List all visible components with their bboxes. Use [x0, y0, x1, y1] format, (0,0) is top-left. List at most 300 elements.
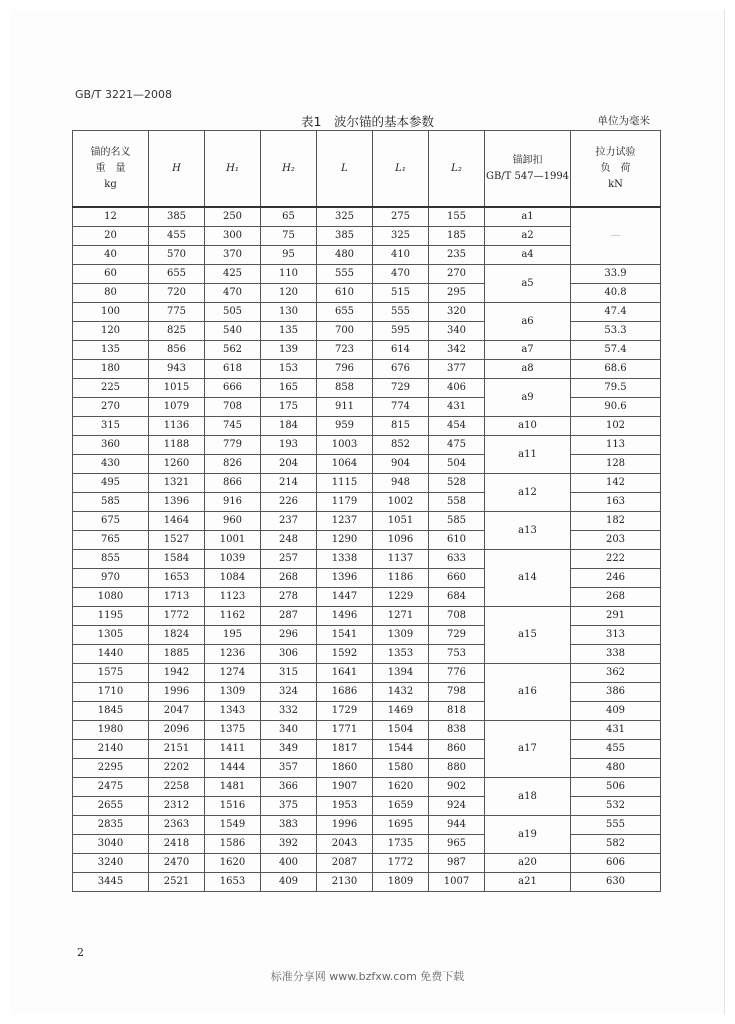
table-cell: 666	[205, 379, 261, 398]
table-cell: 1440	[73, 645, 149, 664]
table-cell: 723	[317, 341, 373, 360]
table-cell: 1885	[149, 645, 205, 664]
table-cell: 1653	[149, 569, 205, 588]
load-cell: 163	[571, 493, 661, 512]
load-cell: 386	[571, 683, 661, 702]
load-cell: 630	[571, 873, 661, 892]
load-cell: 222	[571, 550, 661, 569]
table-cell: 1096	[373, 531, 429, 550]
table-row	[73, 778, 661, 797]
table-cell: 720	[149, 284, 205, 303]
table-cell: 1953	[317, 797, 373, 816]
shackle-cell: a9	[485, 379, 571, 417]
table-cell: 1729	[317, 702, 373, 721]
table-cell: 1824	[149, 626, 205, 645]
table-cell: 400	[261, 854, 317, 873]
table-cell: 1686	[317, 683, 373, 702]
table-row	[73, 284, 661, 303]
table-cell: 729	[373, 379, 429, 398]
table-row	[73, 835, 661, 854]
shackle-cell: a17	[485, 721, 571, 778]
table-cell: 595	[373, 322, 429, 341]
table-cell: 20	[73, 227, 149, 246]
table-cell: 2470	[149, 854, 205, 873]
table-cell: 798	[429, 683, 485, 702]
load-cell: 409	[571, 702, 661, 721]
shackle-cell: a16	[485, 664, 571, 721]
table-cell: 1809	[373, 873, 429, 892]
shackle-cell: a20	[485, 854, 571, 873]
footer-watermark: 标准分享网 www.bzfxw.com 免费下载	[270, 970, 465, 983]
header-weight-line3: kg	[104, 178, 117, 190]
table-cell: 765	[73, 531, 149, 550]
shackle-cell: a15	[485, 607, 571, 664]
table-cell: 700	[317, 322, 373, 341]
anchor-parameters-table	[72, 130, 661, 892]
table-cell: 60	[73, 265, 149, 284]
table-cell: 332	[261, 702, 317, 721]
table-row	[73, 588, 661, 607]
load-cell: 40.8	[571, 284, 661, 303]
load-cell: 291	[571, 607, 661, 626]
table-cell: 257	[261, 550, 317, 569]
table-cell: 866	[205, 474, 261, 493]
units-note: 单位为毫米	[597, 115, 650, 127]
table-row	[73, 303, 661, 322]
table-cell: 1411	[205, 740, 261, 759]
table-cell: 193	[261, 436, 317, 455]
table-cell: 431	[429, 398, 485, 417]
table-row	[73, 683, 661, 702]
table-cell: 454	[429, 417, 485, 436]
page-number: 2	[77, 946, 84, 959]
table-cell: 924	[429, 797, 485, 816]
table-cell: 110	[261, 265, 317, 284]
table-cell: 1541	[317, 626, 373, 645]
table-cell: 655	[149, 265, 205, 284]
table-cell: 1186	[373, 569, 429, 588]
table-cell: 796	[317, 360, 373, 379]
table-cell: 235	[429, 246, 485, 265]
table-cell: 175	[261, 398, 317, 417]
header-shackle	[485, 131, 571, 208]
table-cell: 779	[205, 436, 261, 455]
table-cell: 392	[261, 835, 317, 854]
table-cell: 880	[429, 759, 485, 778]
shackle-cell: a1	[485, 207, 571, 227]
table-cell: 195	[205, 626, 261, 645]
load-cell: 268	[571, 588, 661, 607]
table-cell: 1469	[373, 702, 429, 721]
table-cell: 959	[317, 417, 373, 436]
table-cell: 1002	[373, 493, 429, 512]
load-cell: 606	[571, 854, 661, 873]
table-cell: 1817	[317, 740, 373, 759]
table-cell: 2096	[149, 721, 205, 740]
table-row	[73, 569, 661, 588]
table-cell: 970	[73, 569, 149, 588]
table-cell: 1084	[205, 569, 261, 588]
table-cell: 1432	[373, 683, 429, 702]
shackle-cell: a21	[485, 873, 571, 892]
table-cell: 558	[429, 493, 485, 512]
header-weight	[73, 131, 149, 208]
table-cell: 237	[261, 512, 317, 531]
table-cell: 1549	[205, 816, 261, 835]
header-H: H	[149, 131, 205, 208]
table-row	[73, 322, 661, 341]
table-cell: 287	[261, 607, 317, 626]
table-cell: 185	[429, 227, 485, 246]
table-cell: 1713	[149, 588, 205, 607]
table-cell: 165	[261, 379, 317, 398]
table-cell: 1343	[205, 702, 261, 721]
table-row	[73, 398, 661, 417]
table-cell: 610	[317, 284, 373, 303]
table-cell: 204	[261, 455, 317, 474]
table-cell: 248	[261, 531, 317, 550]
table-cell: 987	[429, 854, 485, 873]
table-cell: 1771	[317, 721, 373, 740]
load-cell: 480	[571, 759, 661, 778]
table-cell: 180	[73, 360, 149, 379]
table-cell: 1584	[149, 550, 205, 569]
shackle-cell: a4	[485, 246, 571, 265]
header-load	[571, 131, 661, 208]
table-cell: 745	[205, 417, 261, 436]
table-cell: 528	[429, 474, 485, 493]
table-cell: 2312	[149, 797, 205, 816]
table-cell: 1188	[149, 436, 205, 455]
table-cell: 455	[149, 227, 205, 246]
header-L: L	[317, 131, 373, 208]
table-cell: 1464	[149, 512, 205, 531]
table-cell: 1115	[317, 474, 373, 493]
load-cell: 128	[571, 455, 661, 474]
table-cell: 295	[429, 284, 485, 303]
load-cell: 102	[571, 417, 661, 436]
table-row	[73, 493, 661, 512]
table-cell: 470	[373, 265, 429, 284]
table-cell: 377	[429, 360, 485, 379]
table-cell: 585	[429, 512, 485, 531]
table-cell: 2475	[73, 778, 149, 797]
table-cell: 1444	[205, 759, 261, 778]
table-cell: 340	[429, 322, 485, 341]
table-cell: 1375	[205, 721, 261, 740]
table-cell: 349	[261, 740, 317, 759]
table-cell: 2202	[149, 759, 205, 778]
table-cell: 856	[149, 341, 205, 360]
header-load-line3: kN	[608, 178, 623, 190]
table-cell: 1575	[73, 664, 149, 683]
table-cell: 618	[205, 360, 261, 379]
table-cell: 1003	[317, 436, 373, 455]
table-cell: 1162	[205, 607, 261, 626]
table-cell: 1772	[373, 854, 429, 873]
table-cell: 1845	[73, 702, 149, 721]
table-cell: 852	[373, 436, 429, 455]
table-cell: 2418	[149, 835, 205, 854]
table-cell: 120	[261, 284, 317, 303]
shackle-cell: a8	[485, 360, 571, 379]
table-cell: 505	[205, 303, 261, 322]
table-cell: 315	[73, 417, 149, 436]
table-cell: 1051	[373, 512, 429, 531]
shackle-cell: a12	[485, 474, 571, 512]
table-row	[73, 721, 661, 740]
table-cell: 135	[73, 341, 149, 360]
header-weight-line1: 锚的名义	[90, 146, 131, 158]
table-cell: 1396	[317, 569, 373, 588]
table-cell: 826	[205, 455, 261, 474]
table-cell: 225	[73, 379, 149, 398]
table-cell: 342	[429, 341, 485, 360]
table-cell: 3445	[73, 873, 149, 892]
table-caption: 表1 波尔锚的基本参数	[301, 114, 434, 129]
table-cell: 1039	[205, 550, 261, 569]
table-cell: 1001	[205, 531, 261, 550]
table-cell: 610	[429, 531, 485, 550]
table-cell: 2047	[149, 702, 205, 721]
table-row	[73, 759, 661, 778]
header-shackle-line1: 锚卸扣	[512, 154, 543, 166]
shackle-cell: a2	[485, 227, 571, 246]
table-cell: 708	[429, 607, 485, 626]
table-cell: 270	[73, 398, 149, 417]
load-cell: 246	[571, 569, 661, 588]
table-cell: 858	[317, 379, 373, 398]
shackle-cell: a5	[485, 265, 571, 303]
table-cell: 540	[205, 322, 261, 341]
table-cell: 409	[261, 873, 317, 892]
table-cell: 1860	[317, 759, 373, 778]
table-row	[73, 626, 661, 645]
standard-code: GB/T 3221—2008	[75, 88, 172, 101]
table-cell: 1260	[149, 455, 205, 474]
table-cell: 1996	[149, 683, 205, 702]
table-row	[73, 360, 661, 379]
table-cell: 2258	[149, 778, 205, 797]
table-cell: 1290	[317, 531, 373, 550]
table-cell: 375	[261, 797, 317, 816]
table-cell: 340	[261, 721, 317, 740]
table-cell: 774	[373, 398, 429, 417]
header-H2: H₂	[261, 131, 317, 208]
table-cell: 2130	[317, 873, 373, 892]
table-row	[73, 341, 661, 360]
table-cell: 270	[429, 265, 485, 284]
table-cell: 1394	[373, 664, 429, 683]
shackle-cell: a13	[485, 512, 571, 550]
table-cell: 3040	[73, 835, 149, 854]
header-L2: L₂	[429, 131, 485, 208]
table-cell: 139	[261, 341, 317, 360]
table-cell: 562	[205, 341, 261, 360]
load-cell: 582	[571, 835, 661, 854]
shackle-cell: a18	[485, 778, 571, 816]
load-cell: 79.5	[571, 379, 661, 398]
table-cell: 406	[429, 379, 485, 398]
table-cell: 385	[317, 227, 373, 246]
load-cell: 362	[571, 664, 661, 683]
table-cell: 775	[149, 303, 205, 322]
table-cell: 366	[261, 778, 317, 797]
table-row	[73, 854, 661, 873]
table-cell: 1137	[373, 550, 429, 569]
table-cell: 1980	[73, 721, 149, 740]
load-cell: 33.9	[571, 265, 661, 284]
load-cell: 142	[571, 474, 661, 493]
table-cell: 815	[373, 417, 429, 436]
table-cell: 1907	[317, 778, 373, 797]
table-cell: 2151	[149, 740, 205, 759]
table-cell: 470	[205, 284, 261, 303]
table-cell: 275	[373, 207, 429, 227]
table-cell: 320	[429, 303, 485, 322]
table-cell: 12	[73, 207, 149, 227]
table-row	[73, 531, 661, 550]
table-cell: 1195	[73, 607, 149, 626]
table-cell: 965	[429, 835, 485, 854]
table-cell: 1710	[73, 683, 149, 702]
table-cell: 1641	[317, 664, 373, 683]
table-cell: 120	[73, 322, 149, 341]
table-cell: 1136	[149, 417, 205, 436]
table-cell: 1236	[205, 645, 261, 664]
table-cell: 911	[317, 398, 373, 417]
table-cell: 325	[317, 207, 373, 227]
table-cell: 95	[261, 246, 317, 265]
table-cell: 1064	[317, 455, 373, 474]
table-cell: 902	[429, 778, 485, 797]
table-cell: 1695	[373, 816, 429, 835]
table-row	[73, 550, 661, 569]
table-cell: 1123	[205, 588, 261, 607]
table-cell: 226	[261, 493, 317, 512]
table-cell: 1496	[317, 607, 373, 626]
header-L1: L₁	[373, 131, 429, 208]
table-cell: 1586	[205, 835, 261, 854]
table-cell: 155	[429, 207, 485, 227]
table-cell: 306	[261, 645, 317, 664]
shackle-cell: a14	[485, 550, 571, 607]
table-cell: 1274	[205, 664, 261, 683]
table-cell: 948	[373, 474, 429, 493]
table-cell: 675	[73, 512, 149, 531]
header-load-line2: 负 荷	[600, 162, 631, 174]
table-cell: 278	[261, 588, 317, 607]
header-load-line1: 拉力试验	[595, 146, 636, 158]
load-cell: 182	[571, 512, 661, 531]
table-cell: 214	[261, 474, 317, 493]
load-cell: —	[571, 207, 661, 265]
table-cell: 1447	[317, 588, 373, 607]
table-cell: 708	[205, 398, 261, 417]
table-cell: 1592	[317, 645, 373, 664]
table-row	[73, 265, 661, 284]
table-cell: 425	[205, 265, 261, 284]
table-row	[73, 702, 661, 721]
table-cell: 40	[73, 246, 149, 265]
table-cell: 943	[149, 360, 205, 379]
table-cell: 1321	[149, 474, 205, 493]
load-cell: 555	[571, 816, 661, 835]
table-cell: 430	[73, 455, 149, 474]
table-cell: 495	[73, 474, 149, 493]
table-cell: 904	[373, 455, 429, 474]
table-cell: 2835	[73, 816, 149, 835]
table-cell: 1620	[205, 854, 261, 873]
shackle-cell: a7	[485, 341, 571, 360]
table-cell: 135	[261, 322, 317, 341]
table-row	[73, 455, 661, 474]
table-cell: 855	[73, 550, 149, 569]
table-cell: 65	[261, 207, 317, 227]
table-cell: 1338	[317, 550, 373, 569]
table-row	[73, 873, 661, 892]
table-cell: 315	[261, 664, 317, 683]
table-cell: 100	[73, 303, 149, 322]
table-cell: 660	[429, 569, 485, 588]
table-cell: 555	[317, 265, 373, 284]
table-cell: 480	[317, 246, 373, 265]
table-cell: 1305	[73, 626, 149, 645]
load-cell: 313	[571, 626, 661, 645]
table-cell: 1527	[149, 531, 205, 550]
table-cell: 2295	[73, 759, 149, 778]
table-row	[73, 645, 661, 664]
table-cell: 2363	[149, 816, 205, 835]
table-cell: 960	[205, 512, 261, 531]
shackle-cell: a10	[485, 417, 571, 436]
table-row	[73, 379, 661, 398]
table-cell: 504	[429, 455, 485, 474]
table-cell: 944	[429, 816, 485, 835]
table-cell: 818	[429, 702, 485, 721]
table-cell: 250	[205, 207, 261, 227]
table-cell: 1620	[373, 778, 429, 797]
table-cell: 633	[429, 550, 485, 569]
table-row	[73, 474, 661, 493]
table-cell: 360	[73, 436, 149, 455]
table-cell: 2521	[149, 873, 205, 892]
header-shackle-line2: GB/T 547—1994	[485, 170, 570, 182]
table-cell: 370	[205, 246, 261, 265]
table-cell: 555	[373, 303, 429, 322]
table-cell: 3240	[73, 854, 149, 873]
table-cell: 1015	[149, 379, 205, 398]
table-cell: 1353	[373, 645, 429, 664]
table-cell: 268	[261, 569, 317, 588]
table-cell: 2655	[73, 797, 149, 816]
table-cell: 357	[261, 759, 317, 778]
table-cell: 1735	[373, 835, 429, 854]
table-cell: 300	[205, 227, 261, 246]
table-cell: 1309	[373, 626, 429, 645]
table-cell: 1079	[149, 398, 205, 417]
table-cell: 296	[261, 626, 317, 645]
table-cell: 1179	[317, 493, 373, 512]
header-H1: H₁	[205, 131, 261, 208]
shackle-cell: a6	[485, 303, 571, 341]
table-row	[73, 797, 661, 816]
table-cell: 838	[429, 721, 485, 740]
table-cell: 1271	[373, 607, 429, 626]
table-cell: 410	[373, 246, 429, 265]
table-row	[73, 436, 661, 455]
table-cell: 1580	[373, 759, 429, 778]
